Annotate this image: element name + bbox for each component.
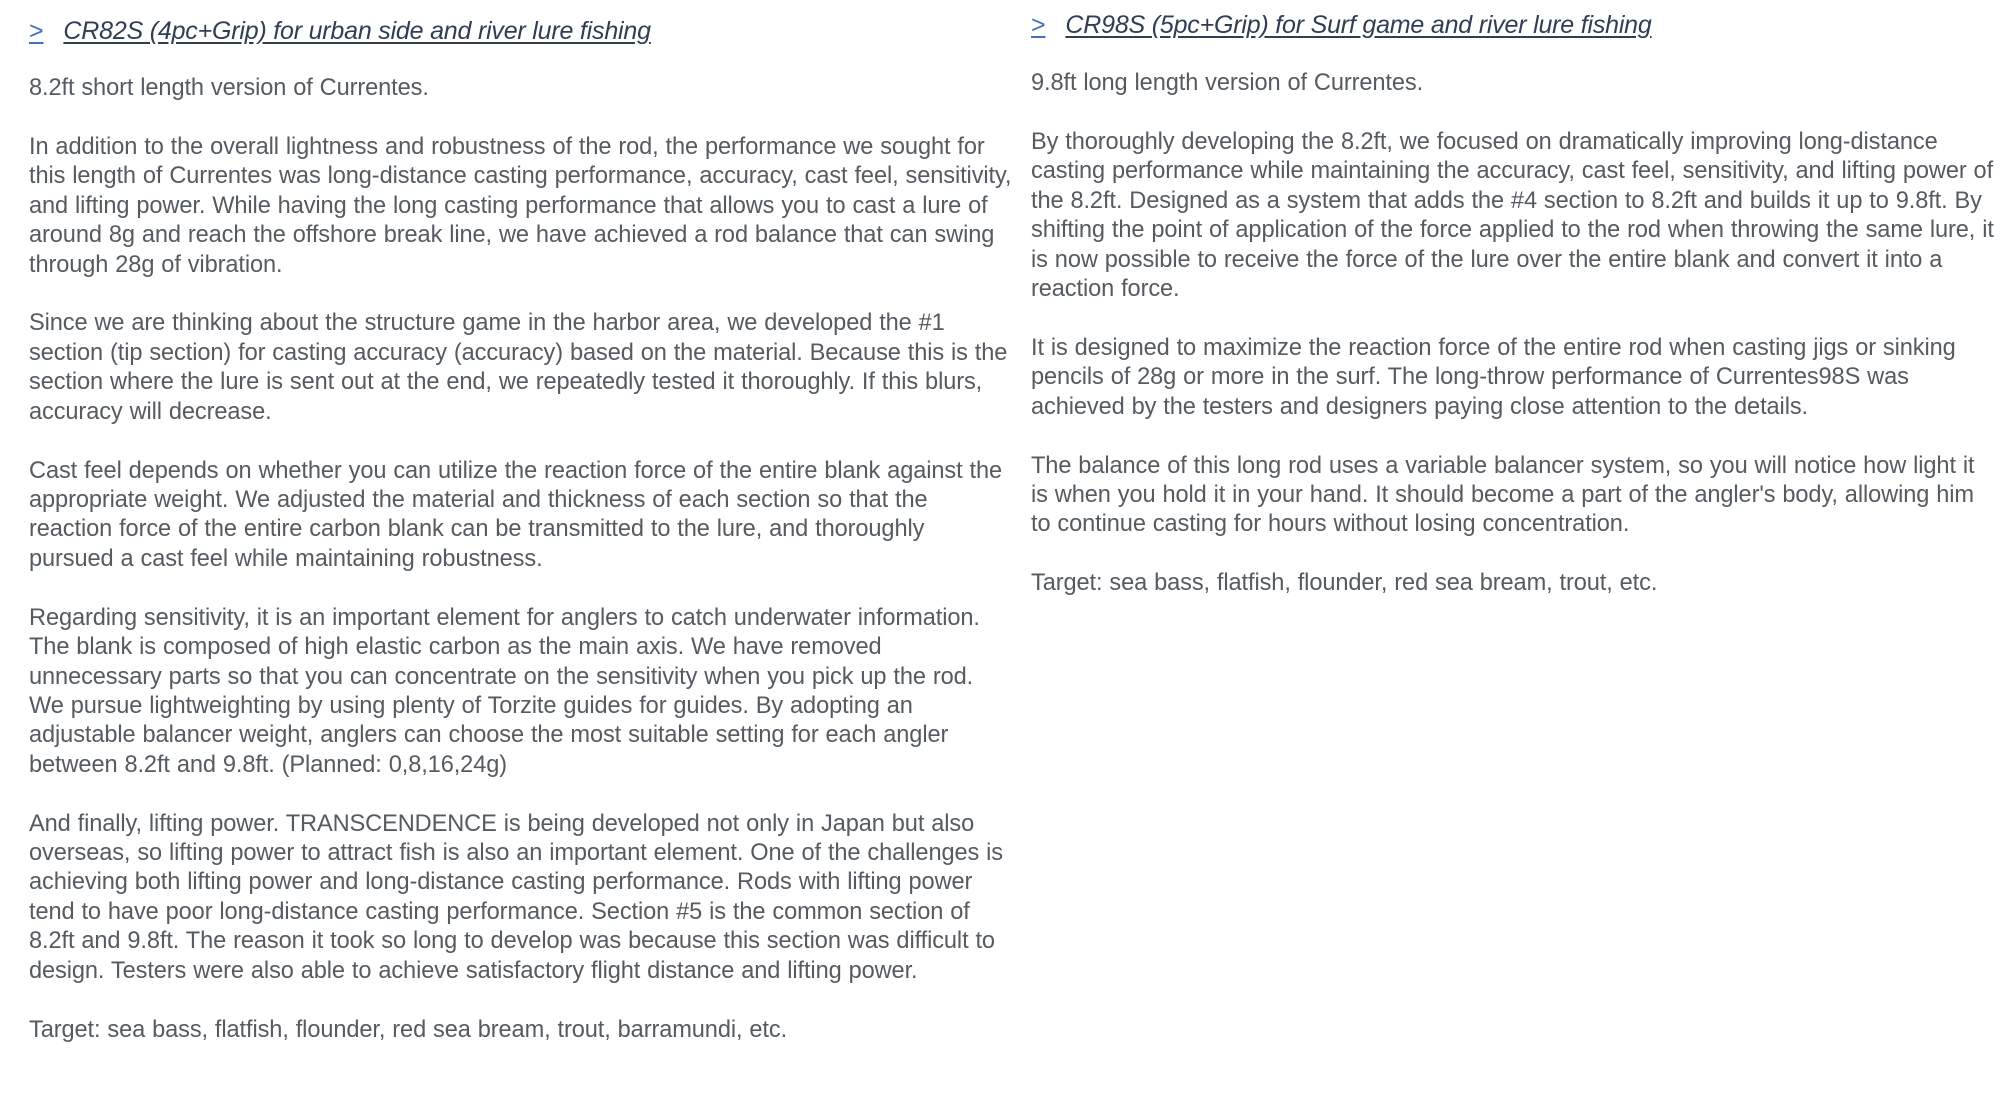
- cr82s-accuracy-paragraph: Since we are thinking about the structure game in the harbor area, we developed the #1 section (tip section) for casting accuracy (accuracy) based on the material. Because this is the section where the lure is sent out at the end, we repeatedly tested it thoroughly. If this blurs, accuracy will decrease.: [29, 310, 1008, 425]
- cr82s-cast-feel-paragraph: Cast feel depends on whether you can utilize the reaction force of the entire blank against the appropriate weight. We adjusted the material and thickness of each section so that the reaction force of the entire carbon blank can be transmitted to the lure, and thoroughly pursued a cast feel while maintaining robustness.: [29, 457, 1003, 572]
- cr98s-development-paragraph: By thoroughly developing the 8.2ft, we focused on dramatically improving long-distance casting performance while maintaining the accuracy, cast feel, sensitivity, and lifting power of the 8.2ft. Designed as a system that adds the #4 section to 8.2ft and builds it up to 9.8ft. By shifting the point of application of the force applied to the rod when throwing the same lure, it is now possible to receive the force of the lure over the entire blank and convert it into a reaction force.: [1031, 128, 1994, 302]
- cr82s-target-species: Target: sea bass, flatfish, flounder, red sea bream, trout, barramundi, etc.: [29, 1016, 788, 1043]
- cr98s-surf-paragraph: It is designed to maximize the reaction force of the entire rod when casting jigs or sinking pencils of 28g or more in the surf. The long-throw performance of Currentes98S was achieved by the testers and designers paying close attention to the details.: [1031, 334, 1956, 420]
- cr82s-lifting-power-paragraph: And finally, lifting power. TRANSCENDENCE is being developed not only in Japan but also overseas, so lifting power to attract fish is also an important element. One of the challenges is achieving both lifting power and long-distance casting performance. Rods with lifting power tend to have poor long-distance casting performance. Section #5 is the common section of 8.2ft and 9.8ft. The reason it took so long to develop was because this section was difficult to design. Testers were also able to achieve satisfactory flight distance and lifting power.: [29, 810, 1004, 984]
- cr82s-heading-text: CR82S (4pc+Grip) for urban side and river lure fishing: [63, 17, 651, 45]
- cr82s-performance-paragraph: In addition to the overall lightness and robustness of the rod, the performance we sought for this length of Currentes was long-distance casting performance, accuracy, cast feel, sensitivity, and lifting power. While having the long casting performance that allows you to cast a lure of around 8g and reach the offshore break line, we have achieved a rod balance that can swing through 28g of vibration.: [29, 133, 1012, 278]
- cr98s-intro: 9.8ft long length version of Currentes.: [1031, 70, 1424, 96]
- cr98s-heading-text: CR98S (5pc+Grip) for Surf game and river lure fishing: [1065, 11, 1652, 39]
- cr98s-target-species: Target: sea bass, flatfish, flounder, red sea bream, trout, etc.: [1031, 570, 1658, 597]
- cr98s-heading-link[interactable]: [1031, 10, 1996, 40]
- cr98s-balance-paragraph: The balance of this long rod uses a variable balancer system, so you will notice how light it is when you hold it in your hand. It should become a part of the angler's body, allowing him to continue casting for hours without losing concentration.: [1031, 452, 1975, 538]
- cr82s-intro: 8.2ft short length version of Currentes.: [29, 75, 429, 101]
- chevron-right-icon: >: [1031, 11, 1046, 39]
- left-column: [29, 0, 1014, 1045]
- cr82s-heading-link[interactable]: [29, 16, 1014, 46]
- right-column: [1031, 0, 1996, 599]
- cr82s-sensitivity-paragraph: Regarding sensitivity, it is an important element for anglers to catch underwater information. The blank is composed of high elastic carbon as the main axis. We have removed unnecessary parts so that you can concentrate on the sensitivity when you pick up the rod. We pursue lightweighting by using plenty of Torzite guides for guides. By adopting an adjustable balancer weight, anglers can choose the most suitable setting for each angler between 8.2ft and 9.8ft. (Planned: 0,8,16,24g): [29, 604, 980, 778]
- chevron-right-icon: >: [29, 17, 44, 45]
